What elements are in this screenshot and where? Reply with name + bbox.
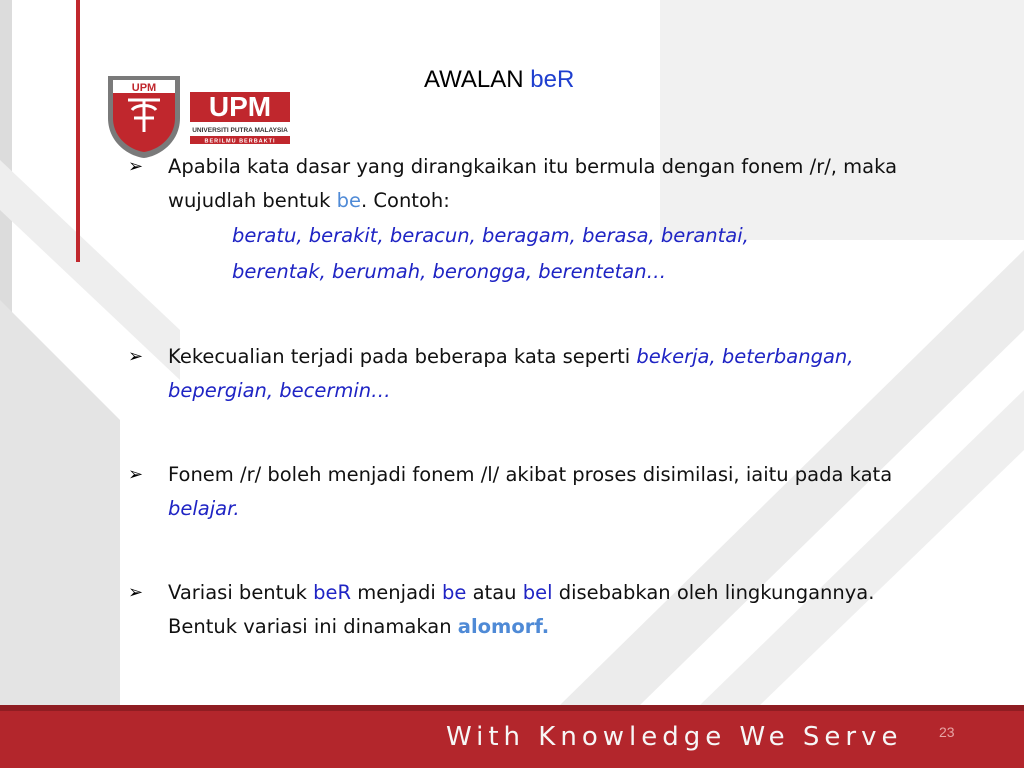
- example-line: beratu, berakit, beracun, beragam, berasa, berantai,: [232, 224, 749, 247]
- bullet-text: disebabkan oleh lingkungannya. Bentuk variasi ini dinamakan: [168, 581, 875, 638]
- bullet-text: Apabila kata dasar yang dirangkaikan itu bermula dengan fonem /r/, maka wujudlah bentuk: [168, 155, 898, 212]
- svg-text:UPM: UPM: [131, 82, 157, 94]
- svg-text:BERILMU BERBAKTI: BERILMU BERBAKTI: [204, 138, 276, 145]
- bullet-text: menjadi: [351, 581, 443, 604]
- bullet-text: Variasi bentuk: [168, 581, 314, 604]
- bullet-text: Kekecualian terjadi pada beberapa kata seperti: [168, 345, 637, 368]
- title-accent: beR: [530, 66, 575, 93]
- highlight-text: beR: [313, 581, 352, 604]
- highlight-text: belajar.: [168, 497, 240, 520]
- example-words: [232, 218, 928, 290]
- vertical-accent-rule: [76, 0, 80, 262]
- bullet-item: [128, 340, 928, 408]
- title-prefix: AWALAN: [424, 66, 524, 93]
- highlight-text: alomorf.: [457, 615, 550, 638]
- bullet-text: atau: [466, 581, 523, 604]
- highlight-text: bel: [522, 581, 553, 604]
- slide-title: [424, 66, 574, 94]
- arrow-bullet-icon: ➢: [128, 346, 144, 367]
- footer-divider: [0, 705, 1024, 711]
- highlight-text: be: [336, 189, 361, 212]
- bullet-text: Fonem /r/ boleh menjadi fonem /l/ akibat proses disimilasi, iaitu pada kata: [168, 463, 893, 486]
- bullet-item: [128, 458, 928, 526]
- arrow-bullet-icon: ➢: [128, 582, 144, 603]
- example-line: berentak, berumah, berongga, berentetan…: [232, 260, 667, 283]
- bullet-item: [128, 576, 928, 644]
- page-number: 23: [939, 724, 955, 740]
- bullet-item: [128, 150, 928, 218]
- svg-text:UPM: UPM: [208, 91, 272, 122]
- bullet-list: [128, 150, 928, 644]
- arrow-bullet-icon: ➢: [128, 156, 144, 177]
- highlight-text: bekerja, beterbangan, bepergian, becermin…: [168, 345, 854, 402]
- bullet-text: . Contoh:: [361, 189, 450, 212]
- upm-logo: [106, 70, 292, 158]
- arrow-bullet-icon: ➢: [128, 464, 144, 485]
- footer-tagline: With Knowledge We Serve: [446, 722, 903, 752]
- svg-text:UNIVERSITI PUTRA MALAYSIA: UNIVERSITI PUTRA MALAYSIA: [192, 127, 288, 134]
- highlight-text: be: [442, 581, 467, 604]
